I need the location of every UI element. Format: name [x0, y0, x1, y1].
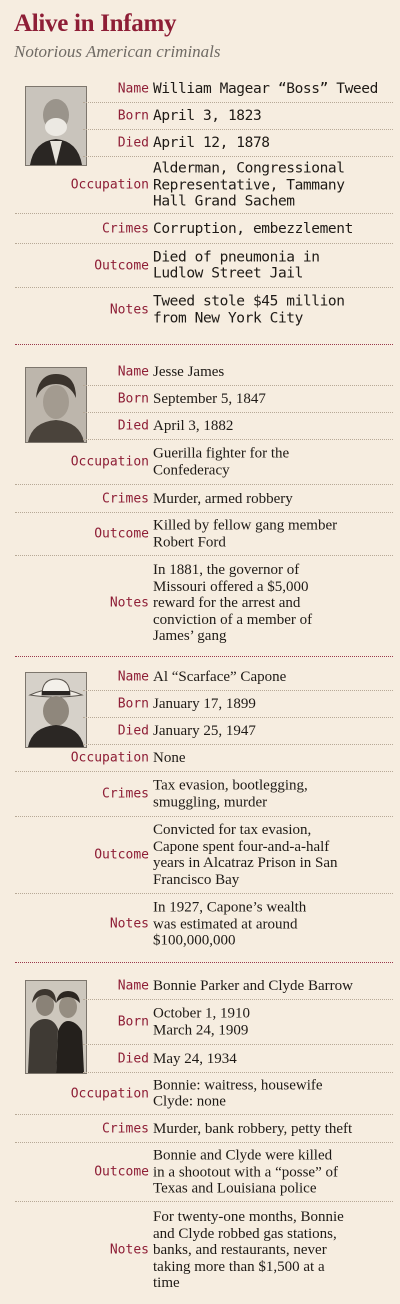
row-occupation [15, 1073, 393, 1115]
row-born [83, 691, 393, 718]
label-crimes: Crimes [102, 786, 149, 802]
label-born: Born [117, 108, 149, 124]
row-died [83, 413, 393, 440]
value-name: Al “Scarface” Capone [153, 668, 287, 685]
section-divider [15, 656, 393, 657]
value-occupation: None [153, 749, 186, 766]
value-name: Bonnie Parker and Clyde Barrow [153, 977, 353, 994]
label-born: Born [117, 696, 149, 712]
portrait-photo-bonnie-and-clyde [25, 980, 87, 1074]
label-name: Name [117, 364, 149, 380]
row-outcome [15, 244, 393, 288]
value-outcome: Bonnie and Clyde were killed in a shootout with a “posse” of Texas and Louisiana police [153, 1147, 338, 1197]
row-died [83, 718, 393, 745]
row-name [83, 664, 393, 691]
portrait-photo-capone [25, 672, 87, 748]
row-notes [15, 894, 393, 954]
row-notes [15, 288, 393, 332]
label-died: Died [117, 135, 149, 151]
value-died: April 3, 1882 [153, 417, 234, 434]
label-crimes: Crimes [102, 1121, 149, 1136]
row-born [83, 386, 393, 413]
row-occupation [15, 440, 393, 485]
value-outcome: Killed by fellow gang member Robert Ford [153, 517, 338, 550]
value-notes: For twenty-one months, Bonnie and Clyde robbed gas stations, banks, and restaurants, never taking more than $1,500 at a time [153, 1208, 344, 1291]
portrait-photo-tweed [25, 86, 87, 166]
row-occupation [15, 157, 393, 214]
row-crimes [15, 214, 393, 244]
row-notes [15, 556, 393, 650]
value-name: Jesse James [153, 363, 225, 380]
row-crimes [15, 772, 393, 817]
section-divider [15, 344, 393, 345]
row-outcome [15, 817, 393, 894]
label-crimes: Crimes [102, 491, 149, 506]
label-name: Name [117, 669, 149, 685]
value-crimes: Tax evasion, bootlegging, smuggling, murder [153, 777, 308, 810]
label-name: Name [117, 81, 149, 97]
label-died: Died [117, 723, 149, 739]
label-occupation: Occupation [70, 1086, 149, 1101]
row-crimes [15, 1115, 393, 1143]
value-crimes: Murder, armed robbery [153, 490, 293, 507]
label-born: Born [117, 1014, 149, 1030]
header [14, 10, 394, 63]
value-notes: In 1881, the governor of Missouri offered a $5,000 reward for the arrest and conviction of a member of James’ gang [153, 561, 313, 644]
value-name: William Magear “Boss” Tweed [153, 80, 378, 97]
value-died: April 12, 1878 [153, 134, 270, 151]
label-died: Died [117, 418, 149, 434]
value-born: October 1, 1910 March 24, 1909 [153, 1005, 251, 1038]
value-outcome: Died of pneumonia in Ludlow Street Jail [153, 249, 320, 282]
value-born: September 5, 1847 [153, 390, 266, 407]
label-crimes: Crimes [102, 221, 149, 236]
page-title: Alive in Infamy [14, 10, 177, 37]
row-name [83, 76, 393, 103]
row-outcome [15, 513, 393, 556]
criminal-card-capone [15, 664, 393, 962]
criminal-card-tweed [15, 76, 393, 344]
value-occupation: Alderman, Congressional Representative, Tammany Hall Grand Sachem [153, 160, 345, 210]
criminal-card-jesse-james [15, 359, 393, 656]
portrait-photo-jesse-james [25, 367, 87, 443]
value-notes: Tweed stole $45 million from New York City [153, 293, 345, 326]
row-name [83, 359, 393, 386]
row-crimes [15, 485, 393, 513]
label-occupation: Occupation [70, 177, 149, 193]
page-subtitle: Notorious American criminals [14, 42, 221, 61]
label-name: Name [117, 978, 149, 993]
section-divider [15, 962, 393, 963]
value-crimes: Murder, bank robbery, petty theft [153, 1120, 353, 1137]
value-died: May 24, 1934 [153, 1050, 237, 1067]
row-occupation [15, 745, 393, 772]
label-outcome: Outcome [94, 847, 149, 863]
value-born: January 17, 1899 [153, 695, 256, 712]
label-occupation: Occupation [70, 750, 149, 766]
label-notes: Notes [109, 916, 149, 932]
row-born [83, 1000, 393, 1045]
label-occupation: Occupation [70, 454, 149, 470]
criminal-card-bonnie-and-clyde [15, 972, 393, 1302]
row-died [83, 130, 393, 157]
value-occupation: Bonnie: waitress, housewife Clyde: none [153, 1077, 323, 1110]
label-notes: Notes [109, 1242, 149, 1258]
label-outcome: Outcome [94, 258, 149, 273]
row-died [83, 1045, 393, 1073]
value-outcome: Convicted for tax evasion, Capone spent four-and-a-half years in Alcatraz Prison in San Francisco Bay [153, 822, 338, 888]
label-notes: Notes [109, 302, 149, 318]
row-name [83, 972, 393, 1000]
row-notes [15, 1202, 393, 1298]
value-notes: In 1927, Capone’s wealth was estimated at around $100,000,000 [153, 899, 307, 949]
value-born: April 3, 1823 [153, 107, 262, 124]
value-died: January 25, 1947 [153, 722, 256, 739]
row-born [83, 103, 393, 130]
value-crimes: Corruption, embezzlement [153, 220, 353, 237]
label-outcome: Outcome [94, 1164, 149, 1180]
label-outcome: Outcome [94, 526, 149, 542]
label-died: Died [117, 1051, 149, 1066]
row-outcome [15, 1143, 393, 1202]
label-born: Born [117, 391, 149, 407]
value-occupation: Guerilla fighter for the Confederacy [153, 445, 290, 478]
label-notes: Notes [109, 595, 149, 611]
